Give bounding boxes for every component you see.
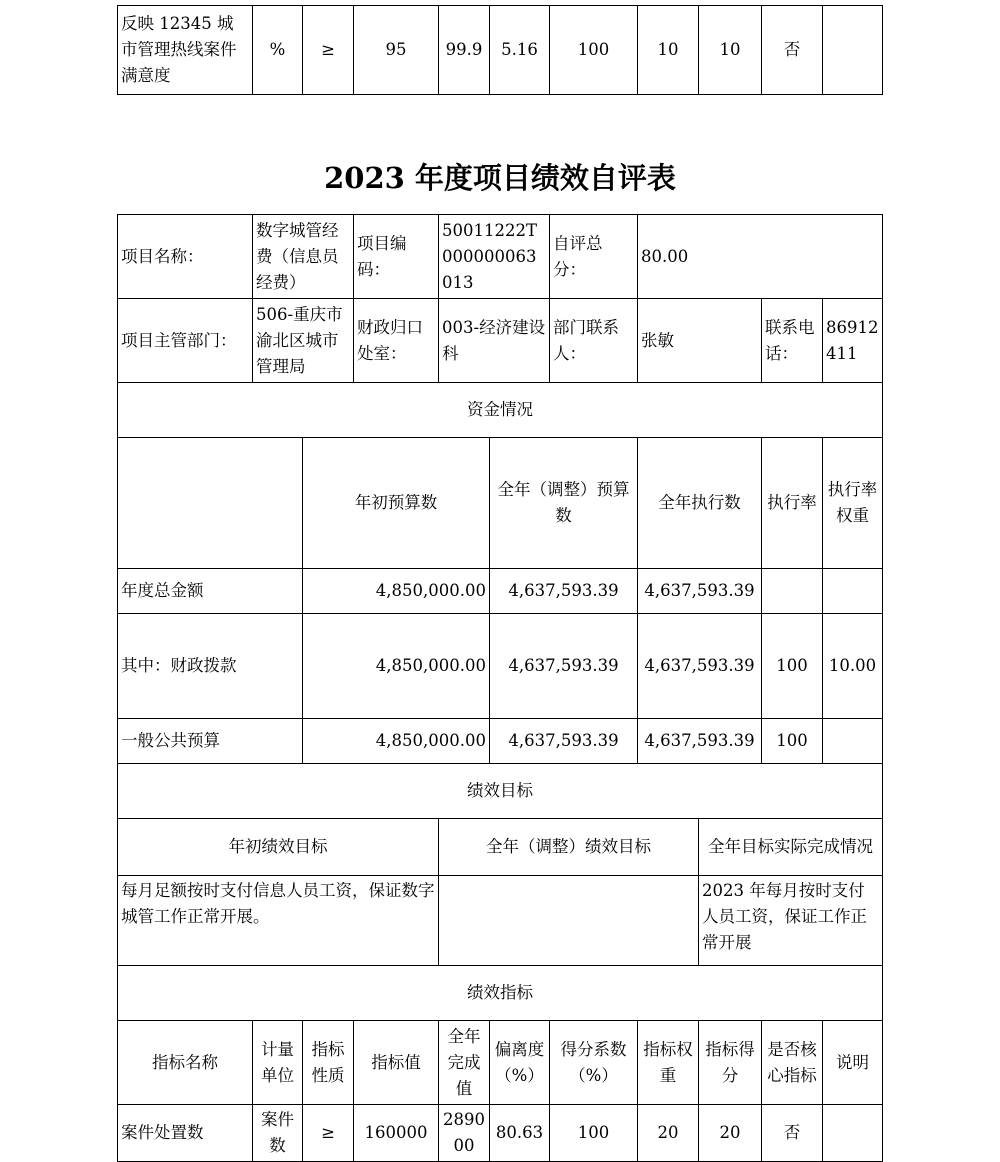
ind-header-deviation: 偏离度（%） (490, 1021, 550, 1105)
table-row (118, 6, 883, 95)
indicator-target: 95 (354, 6, 439, 95)
indicator-nature: ≥ (303, 6, 354, 95)
funds-header-blank (118, 438, 303, 569)
ind-header-score: 指标得分 (699, 1021, 762, 1105)
funds-header-rate-weight: 执行率权重 (823, 438, 883, 569)
funds-header-rate: 执行率 (762, 438, 823, 569)
evaluation-table (117, 214, 883, 1162)
table-row (118, 966, 883, 1021)
project-name-value: 数字城管经费（信息员经费） (253, 215, 354, 299)
indicator-note (823, 6, 883, 95)
ind-header-note: 说明 (823, 1021, 883, 1105)
goals-adjusted-header: 全年（调整）绩效目标 (439, 819, 699, 876)
indicator-deviation: 80.63 (490, 1105, 550, 1162)
funds-weight-value (823, 719, 883, 764)
indicator-note (823, 1105, 883, 1162)
indicator-core: 否 (762, 6, 823, 95)
self-score-label: 自评总分： (550, 215, 638, 299)
table-row (118, 819, 883, 876)
funds-initial-value: 4,850,000.00 (303, 719, 490, 764)
indicator-score: 20 (699, 1105, 762, 1162)
funds-adjusted-value: 4,637,593.39 (490, 614, 638, 719)
goals-actual-header: 全年目标实际完成情况 (699, 819, 883, 876)
finance-office-label: 财政归口处室： (354, 299, 439, 383)
ind-header-coefficient: 得分系数（%） (550, 1021, 638, 1105)
indicator-unit: 案件数 (253, 1105, 303, 1162)
table-row (118, 299, 883, 383)
funds-adjusted-value: 4,637,593.39 (490, 569, 638, 614)
indicator-core: 否 (762, 1105, 823, 1162)
indicator-coefficient: 100 (550, 6, 638, 95)
page-title: 2023 年度项目绩效自评表 (324, 161, 676, 195)
finance-office-value: 003-经济建设科 (439, 299, 550, 383)
dept-value: 506-重庆市渝北区城市管理局 (253, 299, 354, 383)
indicator-deviation: 5.16 (490, 6, 550, 95)
indicator-score: 10 (699, 6, 762, 95)
funds-section-title: 资金情况 (118, 383, 883, 438)
table-row (118, 764, 883, 819)
ind-header-core: 是否核心指标 (762, 1021, 823, 1105)
indicator-nature: ≥ (303, 1105, 354, 1162)
project-code-label: 项目编码： (354, 215, 439, 299)
funds-header-adjusted: 全年（调整）预算数 (490, 438, 638, 569)
project-code-value: 50011222T000000063013 (439, 215, 550, 299)
ind-header-name: 指标名称 (118, 1021, 253, 1105)
goals-initial-header: 年初绩效目标 (118, 819, 439, 876)
indicator-name: 案件处置数 (118, 1105, 253, 1162)
ind-header-nature: 指标性质 (303, 1021, 354, 1105)
funds-rate-value (762, 569, 823, 614)
indicator-coefficient: 100 (550, 1105, 638, 1162)
dept-label: 项目主管部门： (118, 299, 253, 383)
goals-adjusted-text (439, 876, 699, 966)
indicator-name: 反映 12345 城市管理热线案件满意度 (118, 6, 253, 95)
table-row (118, 569, 883, 614)
ind-header-unit: 计量单位 (253, 1021, 303, 1105)
funds-row-label: 一般公共预算 (118, 719, 303, 764)
table-row (118, 215, 883, 299)
ind-header-actual: 全年完成值 (439, 1021, 490, 1105)
funds-weight-value (823, 569, 883, 614)
contact-label: 部门联系人： (550, 299, 638, 383)
indicator-weight: 10 (638, 6, 699, 95)
funds-rate-value: 100 (762, 719, 823, 764)
table-row (118, 719, 883, 764)
funds-executed-value: 4,637,593.39 (638, 719, 762, 764)
funds-row-label: 年度总金额 (118, 569, 303, 614)
goals-section-title: 绩效目标 (118, 764, 883, 819)
project-name-label: 项目名称： (118, 215, 253, 299)
phone-value: 86912411 (823, 299, 883, 383)
funds-header-executed: 全年执行数 (638, 438, 762, 569)
table-row (118, 438, 883, 569)
indicator-unit: % (253, 6, 303, 95)
table-row (118, 1021, 883, 1105)
funds-adjusted-value: 4,637,593.39 (490, 719, 638, 764)
funds-row-label: 其中：财政拨款 (118, 614, 303, 719)
phone-label: 联系电话： (762, 299, 823, 383)
ind-header-target: 指标值 (354, 1021, 439, 1105)
funds-initial-value: 4,850,000.00 (303, 614, 490, 719)
table-row (118, 383, 883, 438)
funds-initial-value: 4,850,000.00 (303, 569, 490, 614)
funds-header-initial: 年初预算数 (303, 438, 490, 569)
indicator-target: 160000 (354, 1105, 439, 1162)
funds-weight-value: 10.00 (823, 614, 883, 719)
funds-executed-value: 4,637,593.39 (638, 569, 762, 614)
goals-actual-text: 2023 年每月按时支付人员工资，保证工作正常开展 (699, 876, 883, 966)
indicator-weight: 20 (638, 1105, 699, 1162)
table-row (118, 876, 883, 966)
goals-initial-text: 每月足额按时支付信息人员工资，保证数字城管工作正常开展。 (118, 876, 439, 966)
indicators-section-title: 绩效指标 (118, 966, 883, 1021)
self-score-value: 80.00 (638, 215, 883, 299)
indicator-actual: 289000 (439, 1105, 490, 1162)
table-row (118, 1105, 883, 1162)
prev-indicator-table (117, 5, 883, 95)
ind-header-weight: 指标权重 (638, 1021, 699, 1105)
table-row (118, 614, 883, 719)
funds-rate-value: 100 (762, 614, 823, 719)
contact-value: 张敏 (638, 299, 762, 383)
indicator-actual: 99.9 (439, 6, 490, 95)
funds-executed-value: 4,637,593.39 (638, 614, 762, 719)
